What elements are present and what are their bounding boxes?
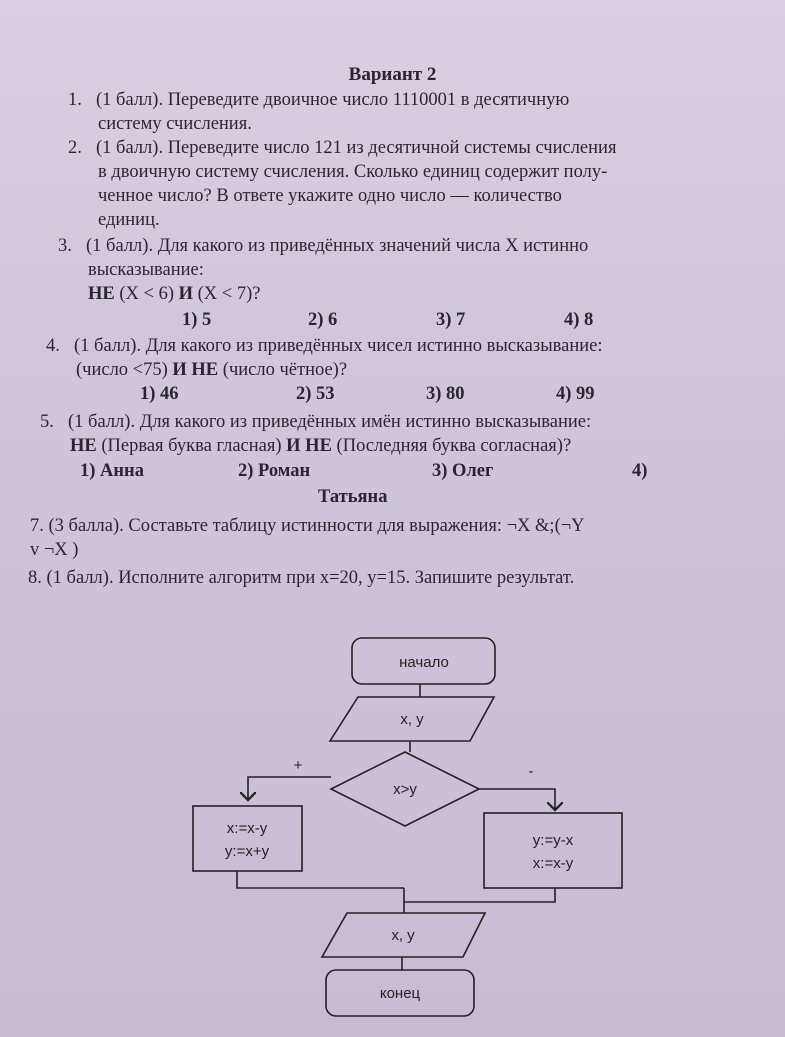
yes-branch-arrow [248,777,331,800]
task-5-part-2: (Последняя буква согласная)? [336,436,572,456]
start-label: начало [399,654,449,671]
yes-statement-1: x:=x-y [226,820,268,837]
task-2-line-1: (1 балл). Переведите число 121 из десятичной системы счисления [96,138,617,158]
task-5-option-3: 3) Олег [432,461,494,481]
task-5-option-4: 4) [632,461,648,481]
task-4-option-3: 3) 80 [426,384,465,404]
task-7-line-2: v ¬X ) [30,540,79,560]
task-5-keyword-2: И НЕ [286,436,332,456]
end-label: конец [379,985,421,1002]
task-1-number: 1. [68,90,82,110]
task-1-line-1: (1 балл). Переведите двоичное число 1110001 в десятичную [96,90,570,110]
no-statement-2: x:=x-y [532,855,574,872]
task-3-condition-a: (X < 6) [119,284,174,304]
no-process-box [484,813,622,888]
task-7-line-1: 7. (3 балла). Составьте таблицу истинности для выражения: ¬X &;(¬Y [30,516,585,536]
task-4-condition-a: (число <75) [76,360,168,380]
task-3-condition-b: (X < 7)? [197,284,261,304]
task-3-option-3: 3) 7 [436,310,466,330]
yes-process-box [193,806,302,871]
task-5-option-4-text: Татьяна [318,487,388,507]
task-2-line-3: ченное число? В ответе укажите одно число — количество [98,186,562,206]
task-5-number: 5. [40,412,54,432]
task-5-part-1: (Первая буква гласная) [101,436,282,456]
task-4-condition-b: (число чётное)? [222,360,348,380]
task-3-option-2: 2) 6 [308,310,338,330]
merge-line-left [237,871,404,888]
task-4-option-4: 4) 99 [556,384,595,404]
yes-label: + [293,757,303,774]
task-5-line-1: (1 балл). Для какого из приведённых имён истинно высказывание: [68,412,592,432]
output-label: x, y [391,927,415,944]
task-3-line-2: высказывание: [88,260,204,280]
input-label: x, y [400,711,424,728]
task-8-line-1: 8. (1 балл). Исполните алгоритм при x=20, y=15. Запишите результат. [28,568,575,588]
task-5-option-2: 2) Роман [238,461,311,481]
condition-label: x>y [393,781,417,798]
yes-statement-2: y:=x+y [224,843,270,860]
task-4-number: 4. [46,336,60,356]
task-5-keyword-1: НЕ [70,436,97,456]
task-2-number: 2. [68,138,82,158]
task-3-line-1: (1 балл). Для какого из приведённых значений числа X истинно [86,236,589,256]
no-label: - [528,763,534,780]
no-statement-1: y:=y-x [532,832,574,849]
task-4-option-2: 2) 53 [296,384,335,404]
no-branch-arrow [479,789,555,810]
task-4-option-1: 1) 46 [140,384,179,404]
merge-line-right [404,888,555,902]
task-3-number: 3. [58,236,72,256]
task-2-line-2: в двоичную систему счисления. Сколько единиц содержит полу- [98,162,608,182]
task-1-line-2: систему счисления. [98,114,252,134]
task-5-option-1: 1) Анна [80,461,144,481]
task-3-keyword-ne: НЕ [88,284,115,304]
task-3-option-4: 4) 8 [564,310,594,330]
task-3-keyword-i: И [178,284,193,304]
task-3-option-1: 1) 5 [182,310,212,330]
task-2-line-4: единиц. [98,210,160,230]
task-4-keyword: И НЕ [172,360,219,380]
variant-title: Вариант 2 [348,64,437,85]
task-4-line-1: (1 балл). Для какого из приведённых чисел истинно высказывание: [74,336,603,356]
